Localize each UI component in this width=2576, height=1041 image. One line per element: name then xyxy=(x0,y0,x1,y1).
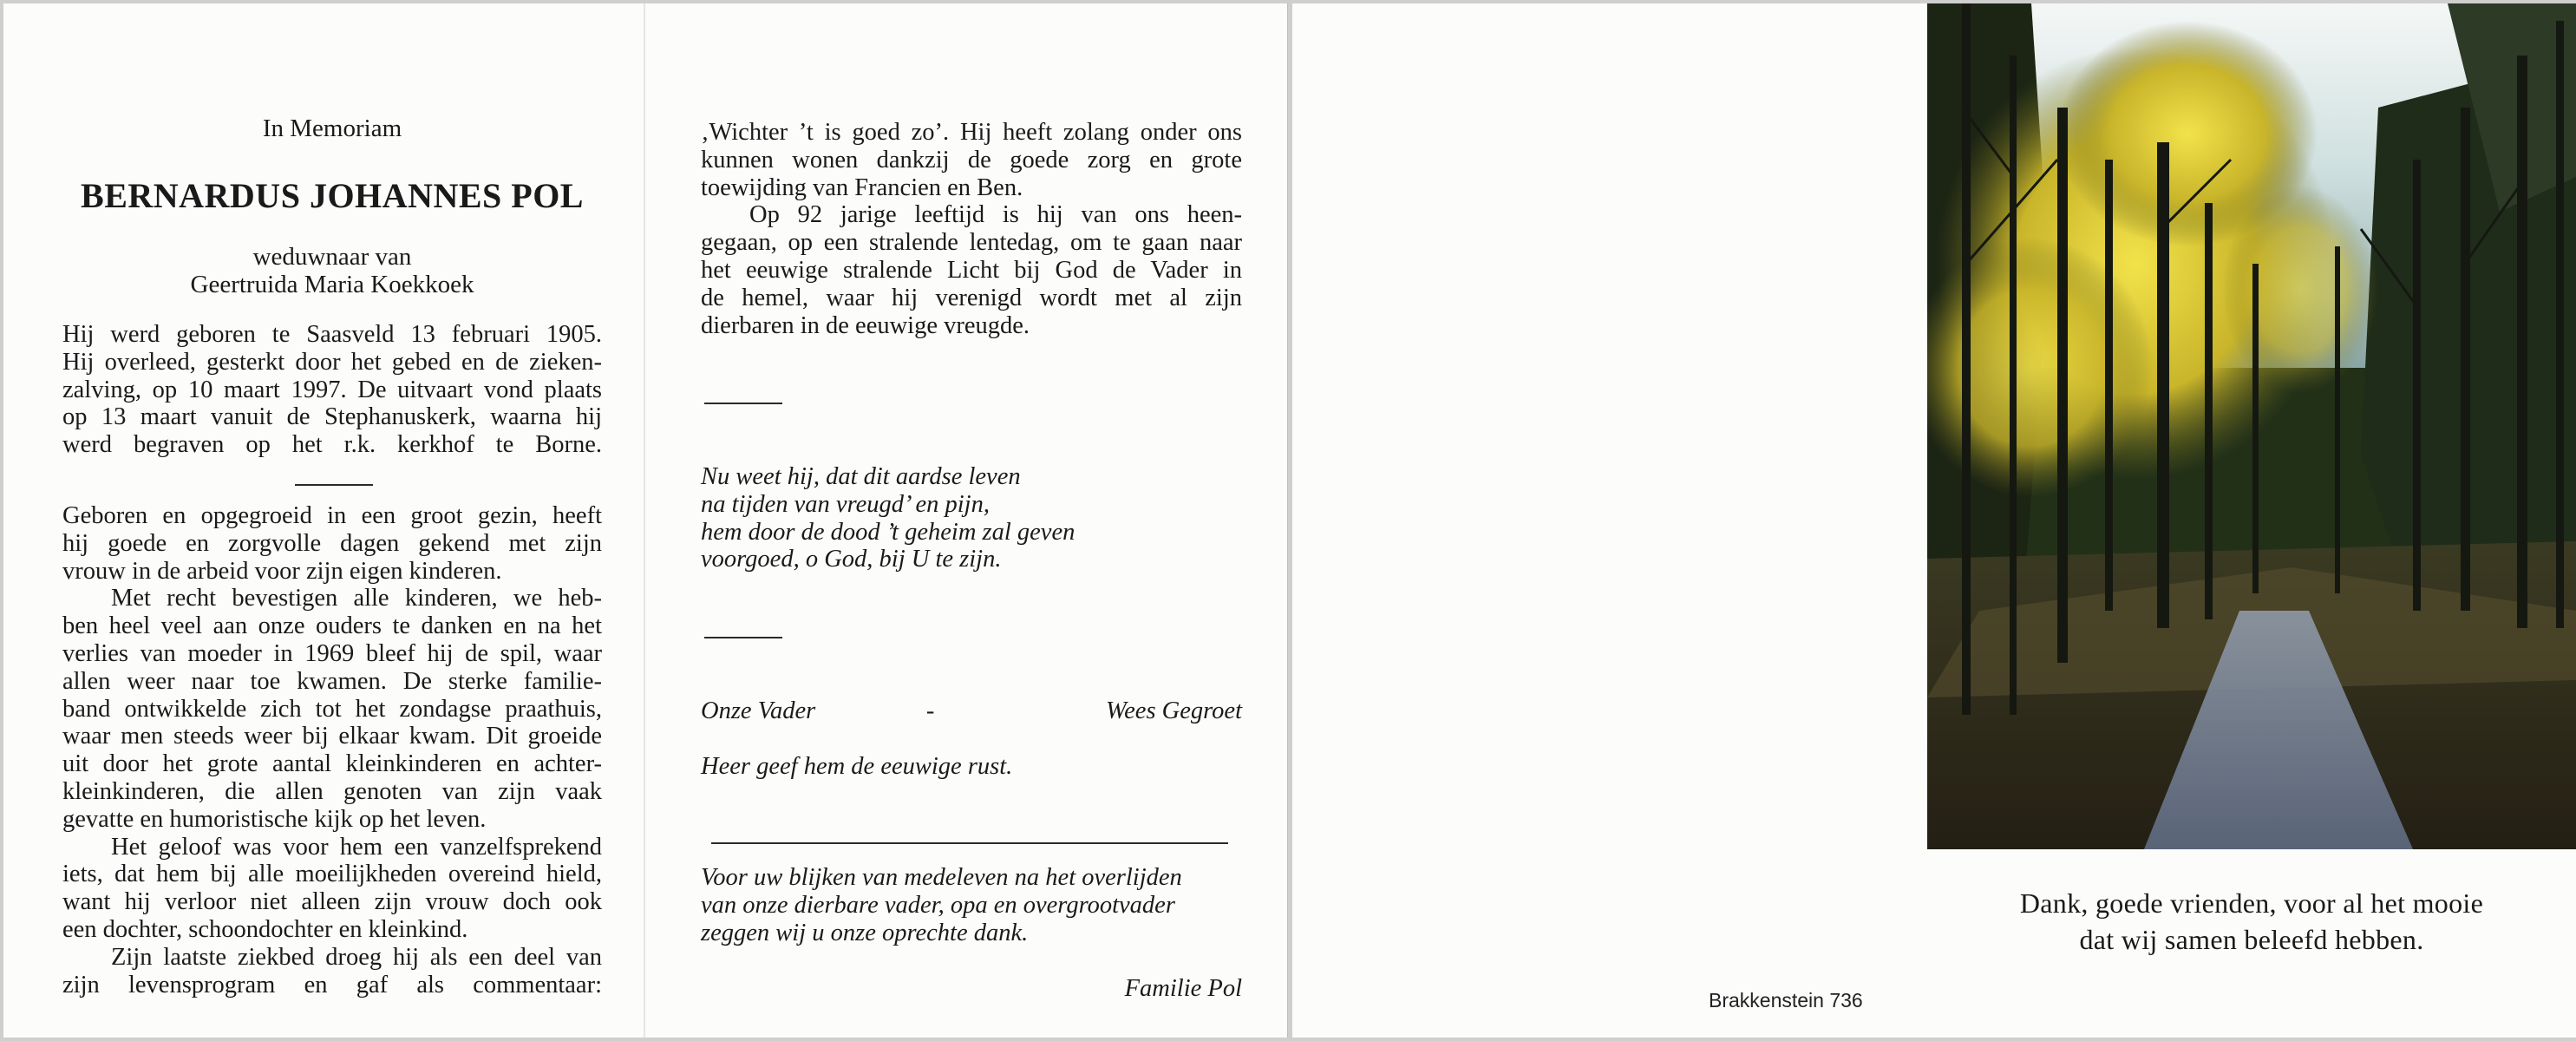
center-fold xyxy=(644,3,645,1038)
bio-line: zalving, op 10 maart 1997. De uitvaart vond plaats xyxy=(62,376,602,403)
widower-of xyxy=(62,243,602,298)
text-line: allen weer naar toe kwamen. De sterke familie- xyxy=(62,667,602,695)
text-line: uit door het grote aantal kleinkinderen en achter- xyxy=(62,750,602,778)
thanks-line: Voor uw blijken van medeleven na het overlijden xyxy=(701,864,1182,891)
poem xyxy=(701,463,1242,573)
spouse-name: Geertruida Maria Koekkoek xyxy=(190,271,474,298)
text-line: ‚Wichter ’t is goed zo’. Hij heeft zolang onder ons xyxy=(701,119,1242,146)
text-line: de hemel, waar hij verenigd wordt met al zijn xyxy=(701,284,1242,311)
prayer-our-father: Onze Vader xyxy=(701,697,816,724)
bio-line: Hij werd geboren te Saasveld 13 februari 1905. xyxy=(62,321,602,348)
text-line: toewijding van Francien en Ben. xyxy=(701,174,1023,201)
text-line: want hij verloor niet alleen zijn vrouw doch ook xyxy=(62,888,602,916)
section-divider xyxy=(704,637,782,638)
photo-caption xyxy=(1927,885,2576,958)
text-line: Zijn laatste ziekbed droeg hij als een deel van xyxy=(111,943,602,971)
section-divider xyxy=(704,403,782,404)
text-line: iets, dat hem bij alle moeilijkheden overeind hield, xyxy=(62,861,602,888)
prayer-dash: - xyxy=(925,697,935,724)
memorial-card-front xyxy=(1927,3,2576,1038)
text-line: het eeuwige stralende Licht bij God de Vader in xyxy=(701,256,1242,284)
text-line: Geboren en opgegroeid in een groot gezin, heeft xyxy=(62,502,602,529)
text-line: Met recht bevestigen alle kinderen, we heb- xyxy=(111,585,602,612)
text-line: band ontwikkelde zich tot het zondagse praathuis, xyxy=(62,695,602,723)
poem-line: Nu weet hij, dat dit aardse leven xyxy=(701,463,1021,490)
text-line: Op 92 jarige leeftijd is hij van ons heen- xyxy=(749,201,1242,229)
prayer-row xyxy=(701,697,1242,725)
memorial-card-inside xyxy=(3,3,1288,1038)
text-line: gevatte en humoristische kijk op het leven. xyxy=(62,805,487,833)
prayer-eternal-rest xyxy=(701,753,1242,781)
life-paragraph xyxy=(62,502,602,998)
text-line: vrouw in de arbeid voor zijn eigen kinderen. xyxy=(62,557,502,585)
text-line: dierbaren in de eeuwige vreugde. xyxy=(701,311,1030,339)
biography-paragraph xyxy=(62,321,602,459)
poem-line: na tijden van vreugd’ en pijn, xyxy=(701,490,990,518)
bio-line: op 13 maart vanuit de Stephanuskerk, waarna hij xyxy=(62,403,602,431)
publisher-mark: Brakkenstein 736 xyxy=(1709,989,1863,1012)
widower-line: weduwnaar van xyxy=(252,243,412,271)
in-memoriam-heading: In Memoriam xyxy=(262,115,402,142)
signature-line: Familie Pol xyxy=(1124,975,1242,1002)
family-signature xyxy=(701,975,1242,1003)
poem-line: hem door de dood ’t geheim zal geven xyxy=(701,518,1076,546)
bio-line: werd begraven op het r.k. kerkhof te Borne. xyxy=(62,431,602,459)
text-line: ben heel veel aan onze ouders te danken en na het xyxy=(62,612,602,640)
text-line: zijn levensprogram en gaf als commentaar: xyxy=(62,971,602,998)
bio-line: Hij overleed, gesterkt door het gebed en de zieken- xyxy=(62,348,602,376)
text-line: gegaan, op een stralende lentedag, om te gaan naar xyxy=(701,229,1242,257)
caption-line: dat wij samen beleefd hebben. xyxy=(2079,924,2424,955)
forest-path-photo xyxy=(1927,3,2576,849)
text-line: kleinkinderen, die allen genoten van zijn vaak xyxy=(62,777,602,805)
memorial-card-back xyxy=(1292,3,1927,1038)
deceased-name: BERNARDUS JOHANNES POL xyxy=(81,176,584,215)
caption-line: Dank, goede vrienden, voor al het mooie xyxy=(2019,887,2484,919)
poem-line: voorgoed, o God, bij U te zijn. xyxy=(701,546,1002,573)
thanks-line: zeggen wij u onze oprechte dank. xyxy=(701,919,1029,946)
text-line: een dochter, schoondochter en kleinkind. xyxy=(62,915,468,943)
text-line: hij goede en zorgvolle dagen gekend met zijn xyxy=(62,529,602,557)
text-line: verlies van moeder in 1969 bleef hij de spil, waar xyxy=(62,639,602,667)
text-line: Het geloof was voor hem een vanzelfsprekend xyxy=(111,833,602,861)
text-line: kunnen wonen dankzij de goede zorg en grote xyxy=(701,146,1242,174)
prayer-hail-mary: Wees Gegroet xyxy=(1106,697,1242,724)
prayer-line: Heer geef hem de eeuwige rust. xyxy=(701,753,1013,780)
thanks-paragraph xyxy=(701,864,1242,946)
thanks-line: van onze dierbare vader, opa en overgrootvader xyxy=(701,891,1175,919)
text-line: waar men steeds weer bij elkaar kwam. Dit groeide xyxy=(62,723,602,750)
thanks-divider xyxy=(711,842,1228,844)
quote-paragraph xyxy=(701,119,1242,339)
section-divider xyxy=(295,484,373,486)
